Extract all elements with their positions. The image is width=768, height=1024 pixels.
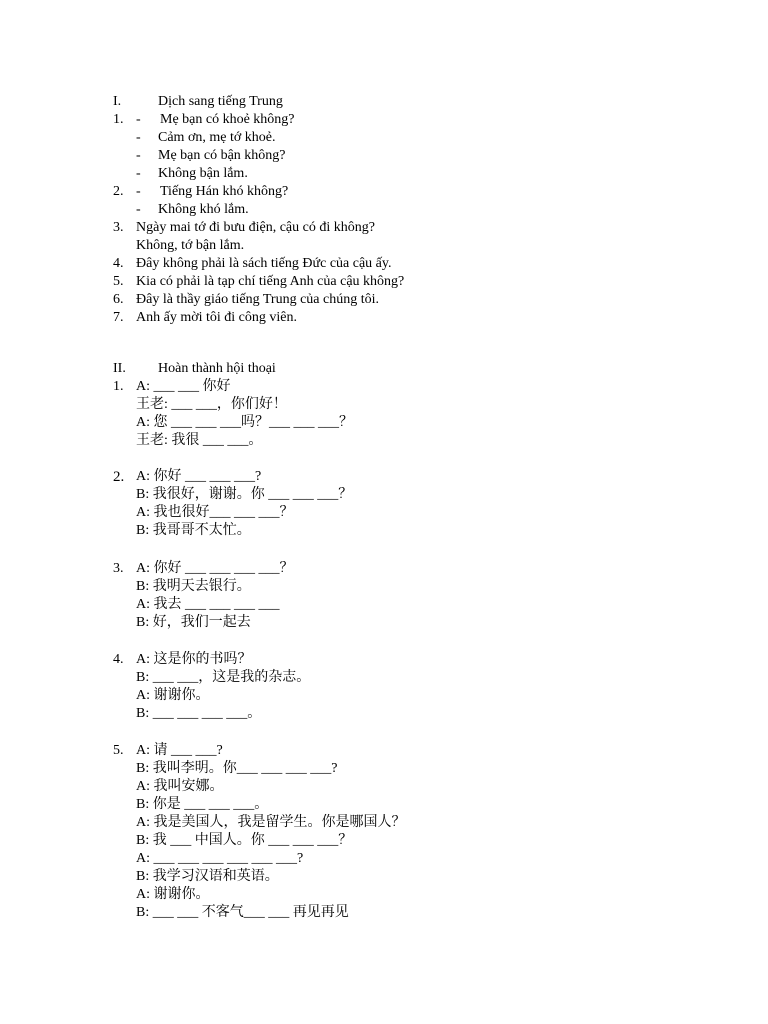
dialog-line: B: 我很好，谢谢。你 ___ ___ ___？ bbox=[136, 487, 353, 502]
list-item: - Không khó lắm. bbox=[136, 202, 249, 217]
dialog-line: B: 你是 ___ ___ ___。 bbox=[136, 797, 269, 812]
list-item: 2. - Tiếng Hán khó không? bbox=[113, 184, 289, 199]
dash: - bbox=[136, 112, 141, 127]
section-numeral: I. bbox=[113, 94, 122, 109]
dialog-line: A: 您 ___ ___ ___吗？___ ___ ___？ bbox=[136, 415, 353, 430]
section-numeral: II. bbox=[113, 361, 126, 376]
dialog-line: A: 谢谢你。 bbox=[136, 688, 210, 703]
dialog-line: 4. A: 这是你的书吗？ bbox=[113, 652, 252, 667]
list-item: 7. Anh ấy mời tôi đi công viên. bbox=[113, 310, 297, 325]
dialog-line: B: 好，我们一起去 bbox=[136, 615, 251, 630]
dialog-line: B: 我叫李明。你___ ___ ___ ___? bbox=[136, 761, 338, 776]
dialog-line: A: 我去 ___ ___ ___ ___ bbox=[136, 597, 280, 612]
list-item: Không, tớ bận lắm. bbox=[136, 238, 245, 253]
dialog-line: B: ___ ___ ___ ___。 bbox=[136, 706, 262, 721]
list-item: 1. - Mẹ bạn có khoẻ không? bbox=[113, 112, 295, 127]
section-heading bbox=[0, 93, 283, 111]
section-title: Dịch sang tiếng Trung bbox=[158, 94, 283, 109]
list-item: - Cảm ơn, mẹ tớ khoẻ. bbox=[136, 130, 276, 145]
list-item: 4. Đây không phải là sách tiếng Đức của cậu ấy. bbox=[113, 256, 392, 271]
dialog-line: B: ___ ___ 不客气___ ___ 再见再见 bbox=[136, 905, 349, 920]
dialog-line: A: 我是美国人，我是留学生。你是哪国人？ bbox=[136, 815, 406, 830]
dialog-line: 1. A: ___ ___ 你好 bbox=[113, 379, 231, 394]
dialog-line: B: 我哥哥不太忙。 bbox=[136, 523, 251, 538]
dialog-line: 3. A: 你好 ___ ___ ___ ___？ bbox=[113, 561, 294, 576]
dialog-line: 王老: ___ ___，你们好！ bbox=[136, 397, 287, 412]
dialog-line: B: 我明天去银行。 bbox=[136, 579, 251, 594]
dialog-line: 5. A: 请 ___ ___? bbox=[113, 743, 223, 758]
list-item: 6. Đây là thầy giáo tiếng Trung của chúng tôi. bbox=[113, 292, 380, 307]
dialog-line: B: ___ ___，这是我的杂志。 bbox=[136, 670, 311, 685]
list-item: 5. Kia có phải là tạp chí tiếng Anh của cậu không? bbox=[113, 274, 405, 289]
list-item: 3. Ngày mai tớ đi bưu điện, cậu có đi không? bbox=[113, 220, 375, 235]
list-item: - Không bận lắm. bbox=[136, 166, 248, 181]
dialog-line: B: 我 ___ 中国人。你 ___ ___ ___？ bbox=[136, 833, 353, 848]
dialog-line: 王老: 我很 ___ ___。 bbox=[136, 433, 263, 448]
section-heading bbox=[0, 360, 276, 378]
section-title: Hoàn thành hội thoại bbox=[158, 361, 276, 376]
dialog-line: A: 我也很好___ ___ ___？ bbox=[136, 505, 294, 520]
dialog-line: A: 我叫安娜。 bbox=[136, 779, 224, 794]
dialog-line: A: ___ ___ ___ ___ ___ ___? bbox=[136, 851, 304, 866]
dialog-line: A: 谢谢你。 bbox=[136, 887, 210, 902]
dialog-line: B: 我学习汉语和英语。 bbox=[136, 869, 279, 884]
dialog-line: 2. A: 你好 ___ ___ ___? bbox=[113, 469, 262, 485]
list-item: - Mẹ bạn có bận không? bbox=[136, 148, 286, 163]
